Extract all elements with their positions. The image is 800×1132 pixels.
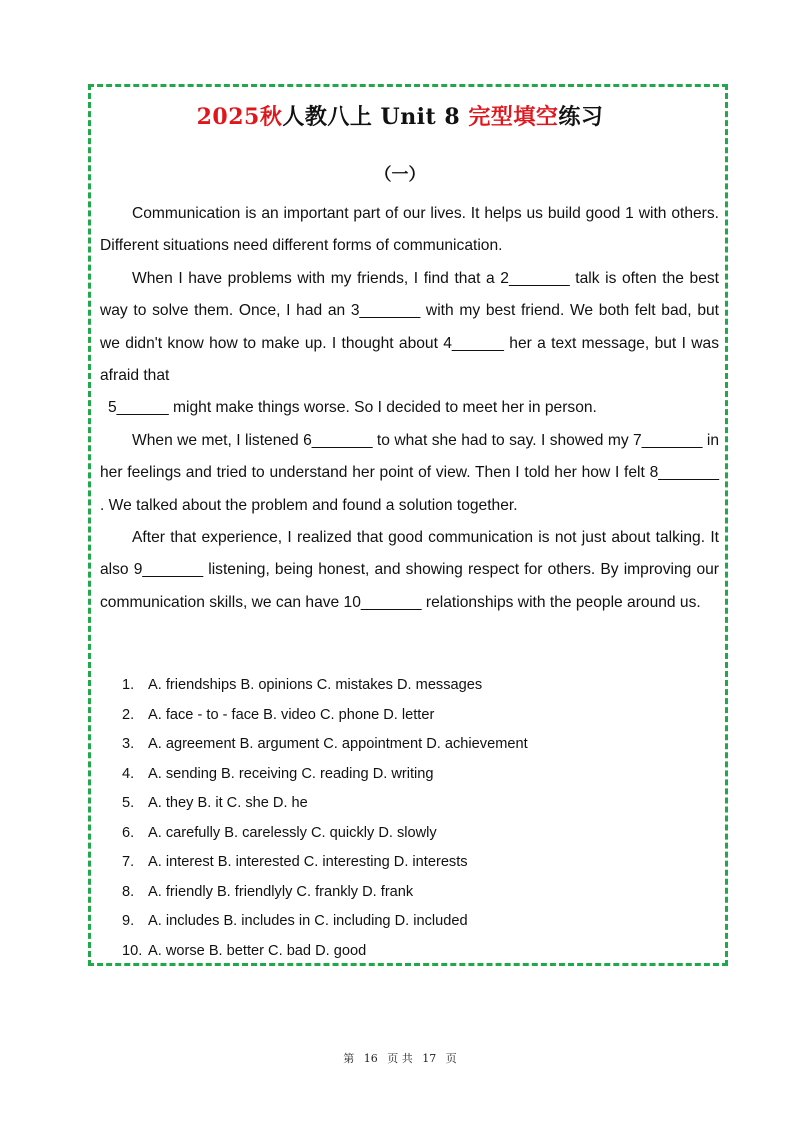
option-number: 8. bbox=[122, 883, 135, 900]
option-text: A. friendships B. opinions C. mistakes D. messages bbox=[148, 677, 483, 693]
passage-paragraph: When I have problems with my friends, I find that a 2_______ talk is often the best way to solve them. Once, I had an 3_______ with my best friend. We both felt bad, but we didn't know how to make up. I thought about 4______ her a text message, but I was afraid that bbox=[100, 269, 719, 385]
passage-paragraph: After that experience, I realized that good communication is not just about talking. It also 9_______ listening, being honest, and showing respect for others. By improving our communication skills, we can have 10_______ relationships with the people around us. bbox=[100, 529, 719, 611]
option-number: 6. bbox=[122, 824, 135, 841]
option-text: A. face - to - face B. video C. phone D. letter bbox=[148, 706, 435, 723]
footer-suffix: 页 bbox=[445, 1052, 457, 1065]
title-unit: 人教八上 Unit 8 bbox=[282, 104, 469, 130]
section-number: （一） bbox=[374, 165, 426, 185]
reading-passage bbox=[100, 198, 719, 619]
passage-paragraph: 5______ might make things worse. So I decided to meet her in person. bbox=[108, 399, 597, 417]
option-text: A. agreement B. argument C. appointment D. achievement bbox=[148, 736, 528, 752]
option-item bbox=[122, 789, 682, 819]
option-text: A. interest B. interested C. interesting D. interests bbox=[148, 854, 468, 870]
title-year-season: 2025秋 bbox=[196, 104, 283, 130]
page-footer bbox=[0, 1050, 800, 1066]
option-text: A. worse B. better C. bad D. good bbox=[148, 942, 367, 959]
answer-options-list bbox=[122, 671, 682, 966]
option-number: 5. bbox=[122, 795, 135, 811]
option-text: A. friendly B. friendlyly C. frankly D. frank bbox=[148, 883, 414, 900]
footer-total-pages: 17 bbox=[422, 1052, 437, 1065]
option-item bbox=[122, 671, 682, 701]
footer-prefix: 第 bbox=[343, 1052, 355, 1065]
option-text: A. includes B. includes in C. including D. included bbox=[148, 913, 468, 929]
option-number: 3. bbox=[122, 736, 135, 752]
option-item bbox=[122, 760, 682, 790]
option-number: 2. bbox=[122, 706, 135, 723]
title-exercise-type: 完型填空 bbox=[468, 104, 559, 130]
footer-page-number: 16 bbox=[363, 1052, 378, 1065]
option-item bbox=[122, 819, 682, 849]
option-item bbox=[122, 937, 682, 967]
title-suffix: 练习 bbox=[558, 104, 604, 130]
option-number: 9. bbox=[122, 913, 135, 929]
option-number: 10. bbox=[122, 942, 143, 959]
option-item bbox=[122, 848, 682, 878]
option-item bbox=[122, 907, 682, 937]
option-text: A. they B. it C. she D. he bbox=[148, 795, 308, 811]
option-text: A. carefully B. carelessly C. quickly D. slowly bbox=[148, 824, 437, 841]
option-item bbox=[122, 730, 682, 760]
option-number: 7. bbox=[122, 854, 135, 870]
option-item bbox=[122, 878, 682, 908]
page-title bbox=[0, 100, 800, 131]
option-number: 1. bbox=[122, 677, 135, 693]
passage-paragraph: Communication is an important part of our lives. It helps us build good 1 with others. Different situations need different forms of communication. bbox=[100, 205, 719, 255]
passage-paragraph: When we met, I listened 6_______ to what she had to say. I showed my 7_______ in her feelings and tried to understand her point of view. Then I told her how I felt 8_______ . We talked about the problem and found a solution together. bbox=[100, 431, 719, 514]
footer-mid: 页 共 bbox=[387, 1052, 413, 1065]
option-item bbox=[122, 701, 682, 731]
option-text: A. sending B. receiving C. reading D. writing bbox=[148, 765, 434, 782]
option-number: 4. bbox=[122, 765, 135, 782]
